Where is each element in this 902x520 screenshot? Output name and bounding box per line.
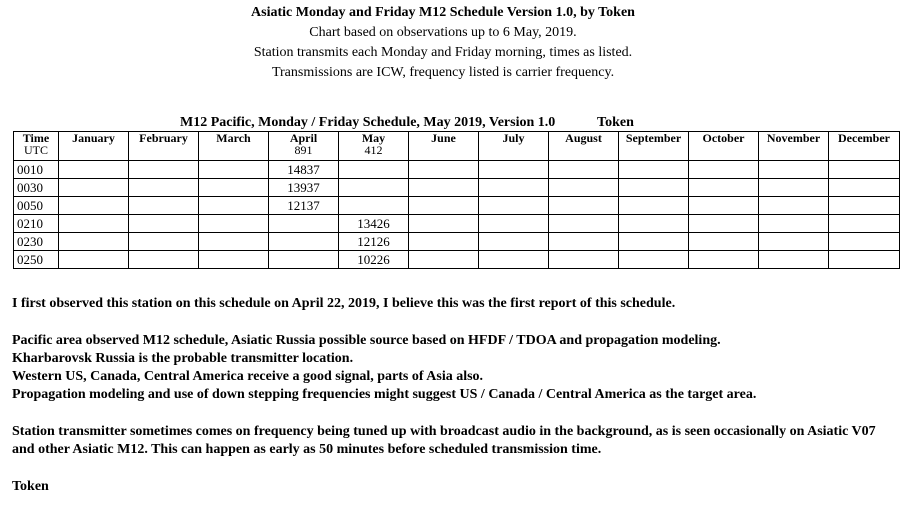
signature: Token (12, 479, 49, 494)
frequency-cell (549, 215, 619, 233)
column-header-label: January (72, 131, 115, 145)
time-cell: 0210 (14, 215, 59, 233)
frequency-cell: 13937 (269, 179, 339, 197)
frequency-cell (479, 251, 549, 269)
frequency-cell (479, 179, 549, 197)
frequency-cell (339, 179, 409, 197)
frequency-cell (479, 233, 549, 251)
note-pacific-area: Pacific area observed M12 schedule, Asiatic Russia possible source based on HFDF / TDOA and propagation modeling. (12, 333, 721, 348)
column-header-label: August (565, 131, 602, 145)
frequency-cell (829, 197, 900, 215)
frequency-cell (129, 179, 199, 197)
frequency-cell (689, 215, 759, 233)
frequency-cell (759, 161, 829, 179)
time-cell: 0010 (14, 161, 59, 179)
table-row (14, 197, 900, 215)
frequency-cell (409, 251, 479, 269)
note-target-area: Propagation modeling and use of down stepping frequencies might suggest US / Canada / Central America as the target area. (12, 387, 757, 402)
frequency-cell (199, 215, 269, 233)
frequency-cell (339, 197, 409, 215)
time-cell: 0050 (14, 197, 59, 215)
note-first-observed: I first observed this station on this schedule on April 22, 2019, I believe this was the first report of this schedule. (12, 296, 676, 311)
column-header (409, 132, 479, 161)
column-header-label: November (766, 131, 821, 145)
frequency-cell (619, 215, 689, 233)
column-header-label: February (139, 131, 188, 145)
column-header-label: Time (22, 131, 50, 145)
time-cell: 0230 (14, 233, 59, 251)
frequency-cell (59, 197, 129, 215)
column-header (14, 132, 59, 161)
frequency-cell (129, 251, 199, 269)
column-header-label: September (625, 131, 682, 145)
frequency-cell (59, 215, 129, 233)
column-header (479, 132, 549, 161)
column-header-label: December (838, 131, 890, 145)
frequency-cell: 13426 (339, 215, 409, 233)
frequency-cell (199, 251, 269, 269)
frequency-cell (829, 233, 900, 251)
column-header (59, 132, 129, 161)
frequency-cell (689, 161, 759, 179)
frequency-cell (409, 179, 479, 197)
frequency-cell (199, 179, 269, 197)
column-header (829, 132, 900, 161)
time-cell: 0250 (14, 251, 59, 269)
frequency-cell (59, 179, 129, 197)
frequency-cell (549, 161, 619, 179)
column-header-label: April (289, 131, 318, 145)
frequency-cell (199, 161, 269, 179)
column-header (549, 132, 619, 161)
notes-section (12, 295, 892, 496)
frequency-cell (689, 179, 759, 197)
column-header (619, 132, 689, 161)
frequency-cell (199, 197, 269, 215)
table-row (14, 179, 900, 197)
frequency-cell (549, 233, 619, 251)
header-line-mode: Transmissions are ICW, frequency listed is carrier frequency. (271, 65, 615, 80)
column-header-label: March (216, 131, 251, 145)
frequency-cell (829, 215, 900, 233)
column-header-label: October (702, 131, 745, 145)
frequency-cell (269, 251, 339, 269)
column-header-sub: 412 (364, 143, 383, 157)
frequency-cell (619, 197, 689, 215)
column-header (269, 132, 339, 161)
column-header (689, 132, 759, 161)
frequency-cell (619, 251, 689, 269)
frequency-cell (759, 215, 829, 233)
frequency-cell (59, 161, 129, 179)
frequency-cell (339, 161, 409, 179)
frequency-cell (409, 233, 479, 251)
table-title: M12 Pacific, Monday / Friday Schedule, May 2019, Version 1.0 Token (180, 115, 634, 130)
frequency-cell (479, 197, 549, 215)
frequency-cell (199, 233, 269, 251)
column-header (339, 132, 409, 161)
column-header-label: July (502, 131, 525, 145)
frequency-cell (59, 251, 129, 269)
column-header-sub: 891 (294, 143, 313, 157)
frequency-cell: 14837 (269, 161, 339, 179)
column-header-label: May (361, 131, 386, 145)
table-body (14, 161, 900, 269)
frequency-cell (479, 215, 549, 233)
table-row (14, 251, 900, 269)
column-header (759, 132, 829, 161)
header-line-transmit-days: Station transmits each Monday and Friday morning, times as listed. (253, 45, 633, 60)
frequency-cell (619, 161, 689, 179)
frequency-cell (829, 161, 900, 179)
frequency-cell (759, 197, 829, 215)
frequency-cell (129, 161, 199, 179)
frequency-cell (689, 251, 759, 269)
document-header (0, 3, 886, 83)
frequency-cell (409, 197, 479, 215)
frequency-cell (619, 233, 689, 251)
frequency-cell (269, 215, 339, 233)
frequency-cell (129, 233, 199, 251)
frequency-cell (759, 179, 829, 197)
frequency-cell (549, 197, 619, 215)
frequency-cell (129, 197, 199, 215)
frequency-cell (759, 233, 829, 251)
note-transmitter-location: Kharbarovsk Russia is the probable transmitter location. (12, 351, 354, 366)
frequency-cell: 12126 (339, 233, 409, 251)
frequency-cell (549, 251, 619, 269)
table-row (14, 233, 900, 251)
frequency-cell (689, 233, 759, 251)
frequency-cell (479, 161, 549, 179)
note-reception: Western US, Canada, Central America receive a good signal, parts of Asia also. (12, 369, 484, 384)
frequency-cell (59, 233, 129, 251)
column-header-label: June (431, 131, 456, 145)
frequency-cell: 10226 (339, 251, 409, 269)
frequency-cell (829, 251, 900, 269)
frequency-cell (129, 215, 199, 233)
header-line-observations: Chart based on observations up to 6 May, 2019. (309, 25, 577, 40)
frequency-cell (269, 233, 339, 251)
frequency-cell (619, 179, 689, 197)
table-row (14, 215, 900, 233)
table-row (14, 161, 900, 179)
frequency-cell (409, 161, 479, 179)
table-header-row (14, 132, 900, 161)
time-cell: 0030 (14, 179, 59, 197)
note-tune-up: Station transmitter sometimes comes on frequency being tuned up with broadcast audio in the background, as is seen occasionally on Asiatic V07 and other Asiatic M12. This can happen as early as 50 minutes before scheduled transmission time. (12, 424, 876, 457)
frequency-cell (549, 179, 619, 197)
frequency-cell: 12137 (269, 197, 339, 215)
document-title: Asiatic Monday and Friday M12 Schedule Version 1.0, by Token (251, 5, 635, 20)
frequency-cell (689, 197, 759, 215)
frequency-cell (759, 251, 829, 269)
frequency-cell (409, 215, 479, 233)
column-header (129, 132, 199, 161)
column-header (199, 132, 269, 161)
schedule-table (13, 131, 900, 269)
column-header-sub: UTC (24, 143, 48, 157)
frequency-cell (829, 179, 900, 197)
